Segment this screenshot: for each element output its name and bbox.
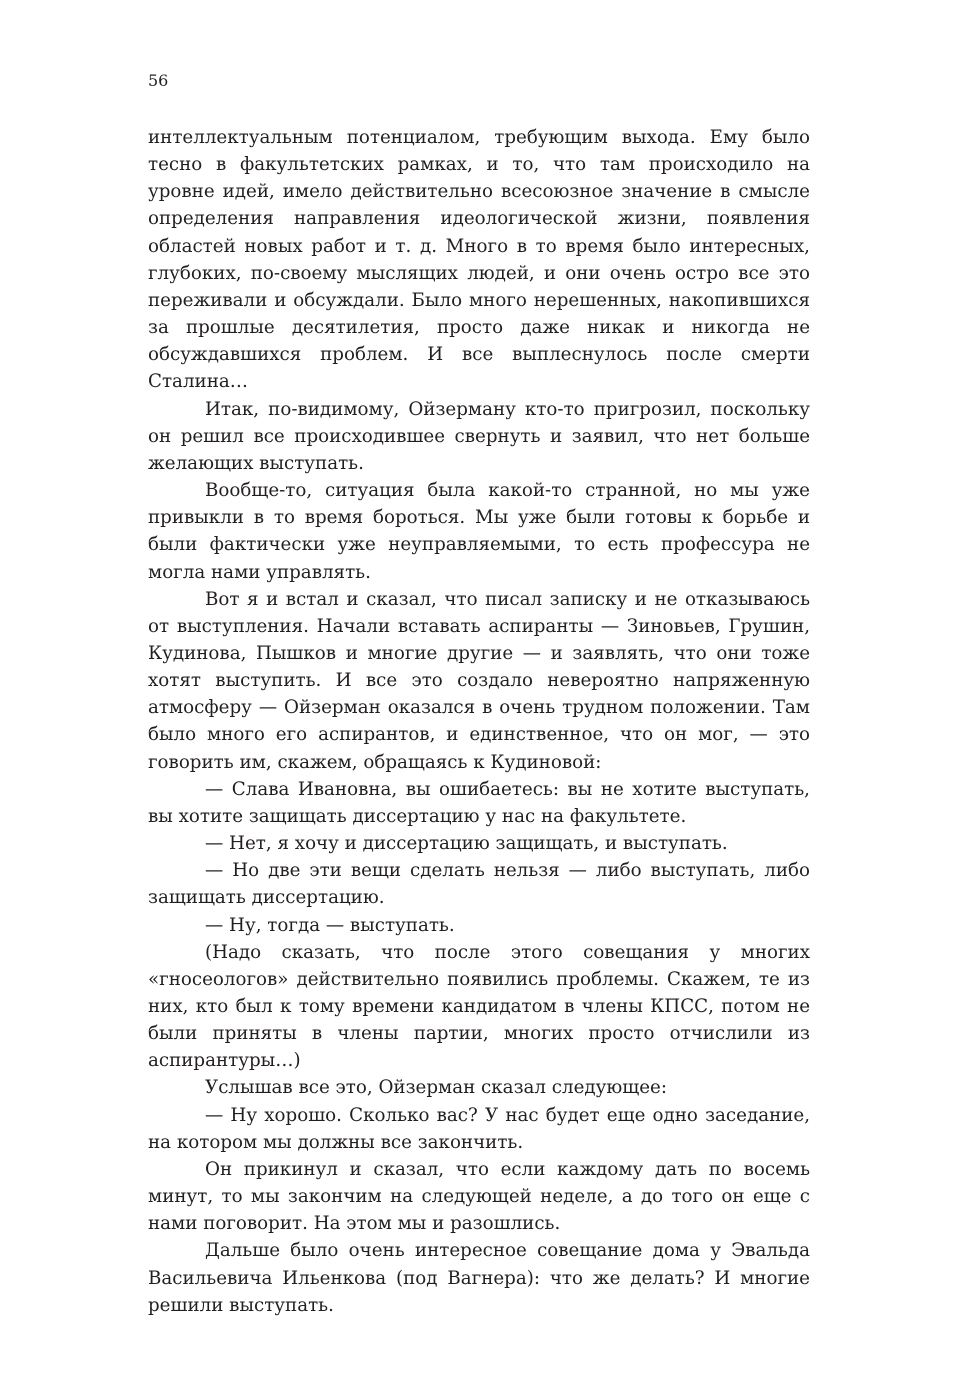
paragraph: Услышав все это, Ойзерман сказал следующее:: [205, 1077, 667, 1099]
page-number: 56: [148, 71, 169, 90]
paragraph-continuation: интеллектуальным потенциалом, требующим выхода. Ему было тесно в факультетских рамках, и то, что там происходило на уровне идей, имело действительно всесоюзное значение в смысле определения направления идеологической жизни, появления областей новых работ и т. д. Много в то время было интересных, глубоких, по-своему мыслящих людей, и они очень остро все это переживали и обсуждали. Было много нерешенных, накопившихся за прошлые десятилетия, просто даже никак и никогда не обсуждавшихся проблем. И все выплеснулось после смерти Сталина…: [148, 127, 810, 393]
paragraph: Вообще-то, ситуация была какой-то странной, но мы уже привыкли в то время бороться. Мы уже были готовы к борьбе и были фактически уже неуправляемыми, то есть профессура не могла нами управлять.: [148, 480, 810, 583]
body-text: [148, 124, 810, 1319]
paragraph: Дальше было очень интересное совещание дома у Эвальда Васильевича Ильенкова (под Вагнера): что же делать? И многие решили выступать.: [148, 1240, 810, 1316]
dialogue-line: — Ну хорошо. Сколько вас? У нас будет еще одно заседание, на котором мы должны все закончить.: [148, 1104, 810, 1153]
parenthetical-paragraph: (Надо сказать, что после этого совещания у многих «гносеологов» действительно появились проблемы. Скажем, те из них, кто был к тому времени кандидатом в члены КПСС, потом не были приняты в члены партии, многих просто отчислили из аспирантуры…): [148, 941, 810, 1072]
paragraph: Вот я и встал и сказал, что писал записку и не отказываюсь от выступления. Начали вставать аспиранты — Зиновьев, Грушин, Кудинова, Пышков и многие другие — и заявлять, что они тоже хотят выступить. И все это создало невероятно напряженную атмосферу — Ойзерман оказался в очень трудном положении. Там было много его аспирантов, и единственное, что он мог, — это говорить им, скажем, обращаясь к Кудиновой:: [148, 588, 810, 773]
dialogue-line: — Нет, я хочу и диссертацию защищать, и выступать.: [205, 833, 728, 855]
dialogue-line: — Слава Ивановна, вы ошибаетесь: вы не хотите выступать, вы хотите защищать диссертацию у нас на факультете.: [148, 778, 810, 827]
paragraph: Он прикинул и сказал, что если каждому дать по восемь минут, то мы закончим на следующей неделе, а до того он еще с нами поговорит. На этом мы и разошлись.: [148, 1158, 810, 1235]
dialogue-line: — Но две эти вещи сделать нельзя — либо выступать, либо защищать диссертацию.: [148, 860, 810, 909]
paragraph: Итак, по-видимому, Ойзерману кто-то пригрозил, поскольку он решил все происходившее свернуть и заявил, что нет больше желающих выступать.: [148, 398, 810, 474]
dialogue-line: — Ну, тогда — выступать.: [205, 914, 455, 936]
